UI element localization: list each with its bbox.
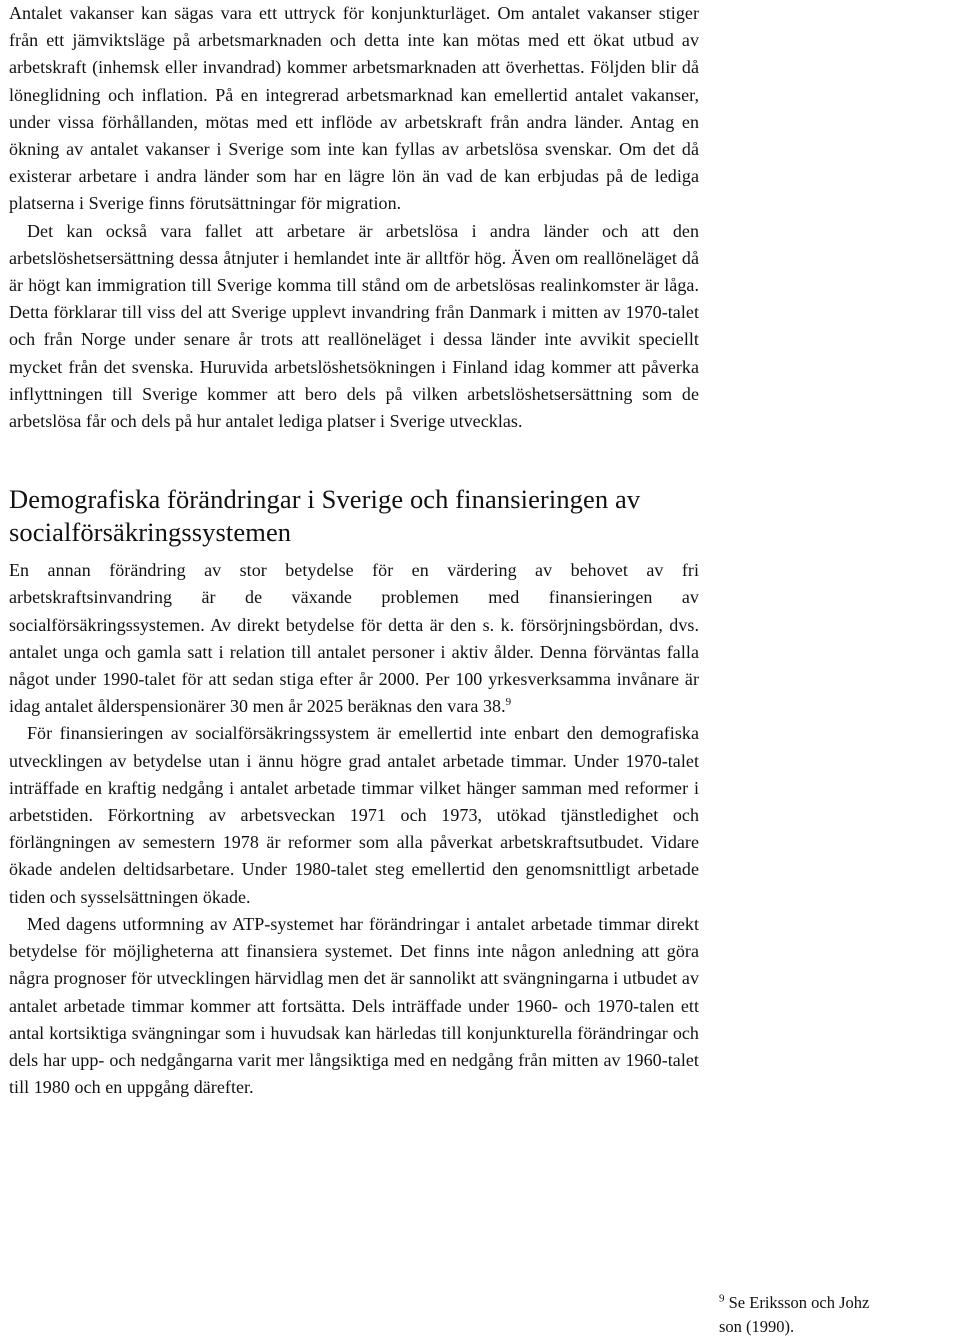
paragraph-forsorjningsborda: [9, 557, 699, 720]
paragraph-forsorjningsborda-text: En annan förändring av stor betydelse för en värdering av behovet av fri arbetskraftsinvandring är de växande problemen med finansieringen av socialförsäkringssystemen. Av direkt betydelse för detta är den s. k. försörjningsbördan, dvs. antalet unga och gamla satt i relation till antalet personer i aktiv ålder. Denna förväntas falla något under 1990-talet för att sedan stiga efter år 2000. Per 100 yrkesverksamma invånare är idag antalet ålderspensionärer 30 men år 2025 beräknas den vara 38.: [9, 560, 699, 717]
footnote: [719, 1291, 959, 1339]
footnote-line-1: [719, 1291, 959, 1315]
section-heading: Demografiska förändringar i Sverige och finansieringen av socialförsäkringssystemen: [9, 484, 641, 548]
footnote-number: 9: [719, 1292, 725, 1305]
footnote-reference: 9: [505, 696, 512, 709]
paragraph-atp-systemet: Med dagens utformning av ATP-systemet har förändringar i antalet arbetade timmar direkt betydelse för möjligheterna att finansiera systemet. Det finns inte någon anledning att göra några prognoser för utvecklingen härvidlag men det är sannolikt att svängningarna i utbudet av antalet arbetade timmar kommer att fortsätta. Dels inträffade under 1960- och 1970-talen ett antal kortsiktiga svängningar som i huvudsak kan härledas till konjunkturella förändringar och dels har upp- och nedgångarna varit mer långsiktiga med en nedgång från mitten av 1960-talet till 1980 och en uppgång därefter.: [9, 913, 699, 1098]
paragraph-arbetsloshet: Det kan också vara fallet att arbetare är arbetslösa i andra länder och att den arbetslöshetsersättning dessa åtnjuter i hemlandet inte är alltför hög. Även om reallöneläget då är högt kan immigration till Sverige komma till stånd om de arbetslösas realinkomster är låga. Detta förklarar till viss del att Sverige upplevt invandring från Danmark i mitten av 1970-talet och från Norge under senare år trots att reallöneläget i dessa länder inte avvikit speciellt mycket från det svenska. Huruvida arbetslöshetsökningen i Finland idag kommer att påverka inflyttningen till Sverige kommer att bero dels på vilken arbetslöshetsersättning som de arbetslösa får och dels på hur antalet lediga platser i Sverige utvecklas.: [9, 220, 699, 432]
main-text-column: [9, 0, 699, 1101]
paragraph-arbetade-timmar: För finansieringen av socialförsäkringssystem är emellertid inte enbart den demografiska utvecklingen av betydelse utan i ännu högre grad antalet arbetade timmar. Under 1970-talet inträffade en kraftig nedgång i antalet arbetade timmar vilket hänger samman med reformer i arbetstiden. Förkortning av arbetsveckan 1971 och 1973, utökad tjänstledighet och förlängningen av semestern 1978 är reformer som alla påverkat arbetskraftsutbudet. Vidare ökade andelen deltidsarbetare. Under 1980-talet steg emellertid den genomsnittligt arbetade tiden och sysselsättningen ökade.: [9, 723, 699, 907]
paragraph-vakanser: Antalet vakanser kan sägas vara ett uttryck för konjunkturläget. Om antalet vakanser stiger från ett jämviktsläge på arbetsmarknaden och detta inte kan mötas med ett ökat utbud av arbetskraft (inhemsk eller invandrad) kommer arbetsmarknaden att överhettas. Följden blir då löneglidning och inflation. På en integrerad arbetsmarknad kan emellertid antalet vakanser, under vissa förhållanden, mötas med ett inflöde av arbetskraft från andra länder. Antag en ökning av antalet vakanser i Sverige som inte kan fyllas av arbetslösa svenskar. Om det då existerar arbetare i andra länder som har en lägre lön än vad de kan erbjudas på de lediga platserna i Sverige finns förutsättningar för migration.: [9, 3, 699, 214]
footnote-text-1: Se Eriksson och Johz: [728, 1293, 870, 1312]
footnote-line-2: son (1990).: [719, 1317, 795, 1336]
